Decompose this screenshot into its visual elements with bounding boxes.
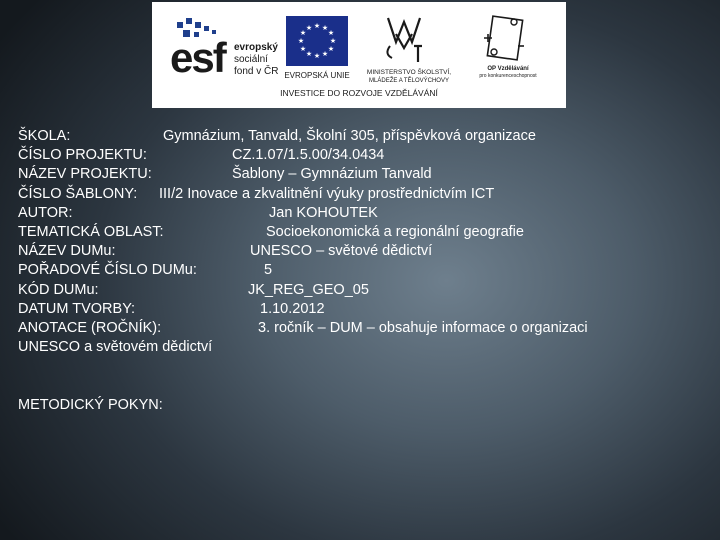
- svg-text:★: ★: [305, 24, 313, 32]
- meta-label-date: DATUM TVORBY:: [18, 300, 136, 317]
- meta-row-project-name: [18, 165, 718, 184]
- svg-text:★: ★: [321, 24, 329, 32]
- esf-line-3: fond v ČR: [234, 66, 279, 77]
- msmt-logo: [367, 18, 451, 84]
- msmt-line-2: MLÁDEŽE A TĚLOVÝCHOVY: [369, 78, 449, 84]
- meta-row-dum-code: [18, 281, 718, 300]
- svg-text:★: ★: [313, 52, 321, 60]
- svg-text:★: ★: [299, 29, 307, 37]
- esf-line-1: evropský: [234, 42, 278, 53]
- meta-row-template-number: [18, 185, 718, 204]
- meta-value-thematic-area: Socioekonomická a regionální geografie: [266, 223, 524, 240]
- svg-text:★: ★: [327, 45, 335, 53]
- svg-text:★: ★: [327, 29, 335, 37]
- meta-annotation-continuation: UNESCO a světovém dědictví: [18, 339, 213, 356]
- meta-value-annotation: 3. ročník – DUM – obsahuje informace o organizaci: [258, 319, 588, 336]
- eu-flag-logo: [284, 16, 349, 80]
- meta-label-annotation: ANOTACE (ROČNÍK):: [18, 319, 162, 336]
- meta-value-date: 1.10.2012: [260, 300, 325, 317]
- banner-slogan: INVESTICE DO ROZVOJE VZDĚLÁVÁNÍ: [280, 88, 438, 98]
- meta-method-label: METODICKÝ POKYN:: [18, 396, 163, 413]
- op-line-2: pro konkurenceschopnost: [479, 73, 537, 79]
- op-line-1: OP Vzdělávání: [487, 66, 529, 72]
- meta-value-template-number: III/2 Inovace a zkvalitnění výuky prostřednictvím ICT: [159, 185, 495, 202]
- svg-text:★: ★: [313, 22, 321, 30]
- meta-row-dum-order: [18, 261, 718, 280]
- meta-label-project-name: NÁZEV PROJEKTU:: [18, 166, 152, 183]
- meta-spacer: [18, 357, 718, 395]
- meta-value-author: Jan KOHOUTEK: [269, 204, 378, 221]
- meta-row-school: [18, 127, 718, 146]
- meta-label-author: AUTOR:: [18, 204, 73, 221]
- meta-label-template-number: ČÍSLO ŠABLONY:: [18, 185, 138, 202]
- meta-value-project-number: CZ.1.07/1.5.00/34.0434: [232, 147, 385, 164]
- eu-caption: EVROPSKÁ UNIE: [284, 71, 350, 80]
- meta-value-dum-name: UNESCO – světové dědictví: [250, 243, 433, 260]
- meta-label-school: ŠKOLA:: [18, 128, 71, 144]
- meta-value-school: Gymnázium, Tanvald, Školní 305, příspěvková organizace: [163, 128, 536, 144]
- meta-label-dum-order: POŘADOVÉ ČÍSLO DUMu:: [18, 262, 197, 279]
- meta-label-dum-code: KÓD DUMu:: [18, 281, 99, 298]
- op-vk-logo: [479, 16, 537, 79]
- meta-row-annotation: [18, 319, 718, 338]
- meta-row-project-number: [18, 146, 718, 165]
- meta-label-project-number: ČÍSLO PROJEKTU:: [18, 147, 147, 164]
- esf-line-2: sociální: [234, 54, 268, 65]
- meta-row-thematic-area: [18, 223, 718, 242]
- svg-text:★: ★: [299, 45, 307, 53]
- svg-text:★: ★: [329, 37, 337, 45]
- svg-text:★: ★: [321, 50, 329, 58]
- meta-row-author: [18, 204, 718, 223]
- meta-value-project-name: Šablony – Gymnázium Tanvald: [232, 166, 432, 183]
- meta-label-thematic-area: TEMATICKÁ OBLAST:: [18, 223, 164, 240]
- meta-label-dum-name: NÁZEV DUMu:: [18, 243, 116, 260]
- svg-text:★: ★: [305, 50, 313, 58]
- meta-value-dum-order: 5: [264, 262, 273, 279]
- msmt-line-1: MINISTERSTVO ŠKOLSTVÍ,: [366, 69, 452, 76]
- logo-banner-graphic: [152, 2, 566, 108]
- esf-logo: [170, 18, 278, 81]
- esf-mark: esf: [170, 34, 225, 81]
- logo-banner: [152, 2, 566, 108]
- meta-row-dum-name: [18, 242, 718, 261]
- meta-value-dum-code: JK_REG_GEO_05: [248, 281, 369, 298]
- metadata-block: [18, 127, 718, 415]
- svg-text:★: ★: [297, 37, 305, 45]
- meta-row-date: [18, 300, 718, 319]
